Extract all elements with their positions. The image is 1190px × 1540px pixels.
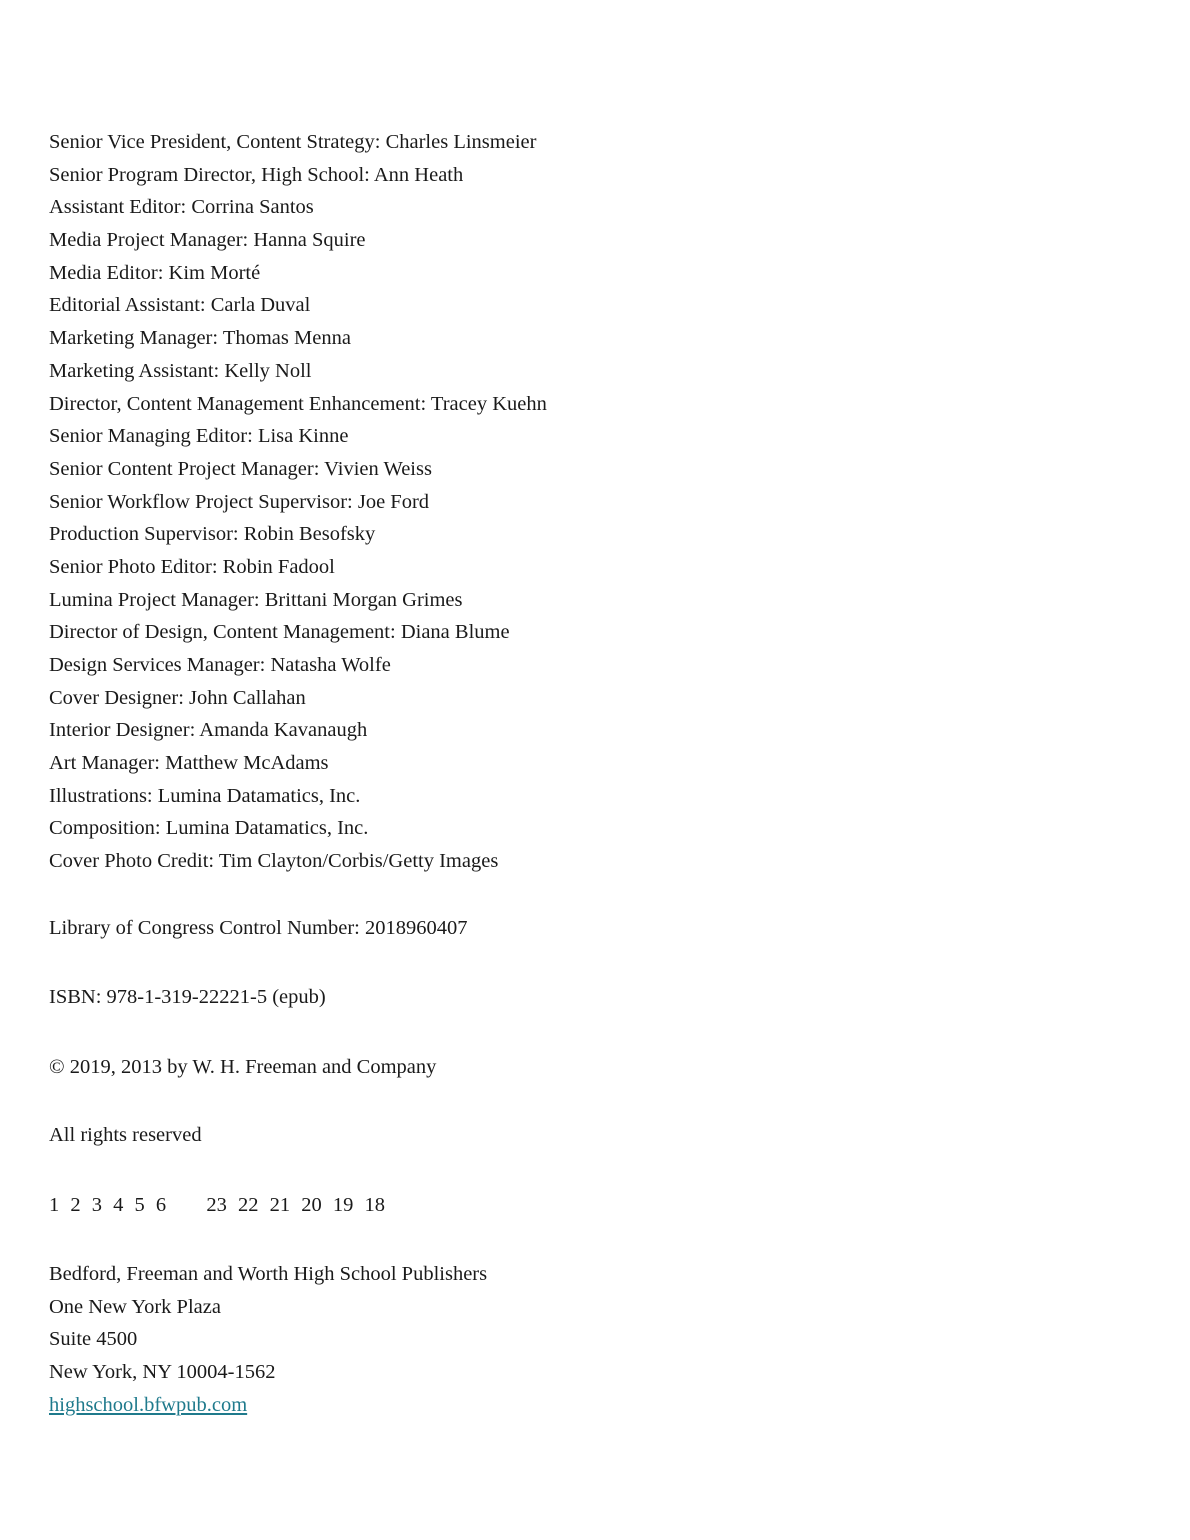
credit-line: Senior Program Director, High School: Ann Heath — [49, 163, 464, 186]
credit-line: Art Manager: Matthew McAdams — [49, 752, 329, 775]
publisher-name: Bedford, Freeman and Worth High School Publishers — [49, 1263, 488, 1285]
credit-line: Cover Photo Credit: Tim Clayton/Corbis/Getty Images — [49, 850, 499, 873]
impression-number: 4 — [113, 1194, 124, 1216]
printing-year: 19 — [332, 1194, 354, 1216]
credit-line: Director of Design, Content Management: Diana Blume — [49, 621, 510, 644]
staff-credits-list — [49, 126, 1139, 878]
publisher-suite: Suite 4500 — [49, 1328, 138, 1351]
credit-line: Media Editor: Kim Morté — [49, 261, 261, 284]
credit-line: Production Supervisor: Robin Besofsky — [49, 523, 376, 546]
credit-line: Cover Designer: John Callahan — [49, 686, 306, 709]
credit-line: Media Project Manager: Hanna Squire — [49, 229, 366, 252]
impression-number: 6 — [155, 1194, 167, 1216]
lccn-line: Library of Congress Control Number: 2018960407 — [49, 917, 468, 939]
credit-line: Interior Designer: Amanda Kavanaugh — [49, 719, 368, 742]
publisher-website-link[interactable]: highschool.bfwpub.com — [49, 1393, 248, 1416]
printing-line — [49, 1189, 391, 1222]
credit-line: Assistant Editor: Corrina Santos — [49, 196, 314, 219]
credit-line: Design Services Manager: Natasha Wolfe — [49, 654, 391, 676]
copyright-line: © 2019, 2013 by W. H. Freeman and Company — [49, 1056, 437, 1078]
credit-line: Editorial Assistant: Carla Duval — [49, 294, 311, 317]
credit-line: Senior Photo Editor: Robin Fadool — [49, 555, 335, 578]
publisher-address — [49, 1258, 487, 1421]
rights-line: All rights reserved — [49, 1124, 202, 1146]
credit-line: Senior Workflow Project Supervisor: Joe Ford — [49, 490, 430, 513]
credit-line: Composition: Lumina Datamatics, Inc. — [49, 817, 369, 840]
credit-line: Senior Managing Editor: Lisa Kinne — [49, 425, 349, 448]
credit-line: Lumina Project Manager: Brittani Morgan Grimes — [49, 588, 463, 611]
impression-number: 5 — [134, 1194, 145, 1216]
printing-year: 18 — [364, 1194, 385, 1216]
impression-number: 1 — [49, 1194, 60, 1216]
credit-line: Senior Vice President, Content Strategy: Charles Linsmeier — [49, 131, 537, 153]
printing-year: 22 — [238, 1194, 259, 1216]
credit-line: Illustrations: Lumina Datamatics, Inc. — [49, 784, 361, 807]
impression-number: 3 — [91, 1194, 102, 1216]
credit-line: Marketing Assistant: Kelly Noll — [49, 359, 312, 382]
isbn-line: ISBN: 978-1-319-22221-5 (epub) — [49, 986, 326, 1008]
publisher-city: New York, NY 10004-1562 — [49, 1361, 276, 1384]
impression-number: 2 — [70, 1194, 81, 1216]
printing-year: 23 — [206, 1194, 227, 1216]
printing-year: 21 — [269, 1194, 291, 1216]
publisher-street: One New York Plaza — [49, 1295, 221, 1318]
credit-line: Senior Content Project Manager: Vivien Weiss — [49, 457, 432, 480]
credit-line: Marketing Manager: Thomas Menna — [49, 327, 351, 350]
printing-year: 20 — [301, 1194, 322, 1216]
credit-line: Director, Content Management Enhancement: Tracey Kuehn — [49, 392, 547, 415]
